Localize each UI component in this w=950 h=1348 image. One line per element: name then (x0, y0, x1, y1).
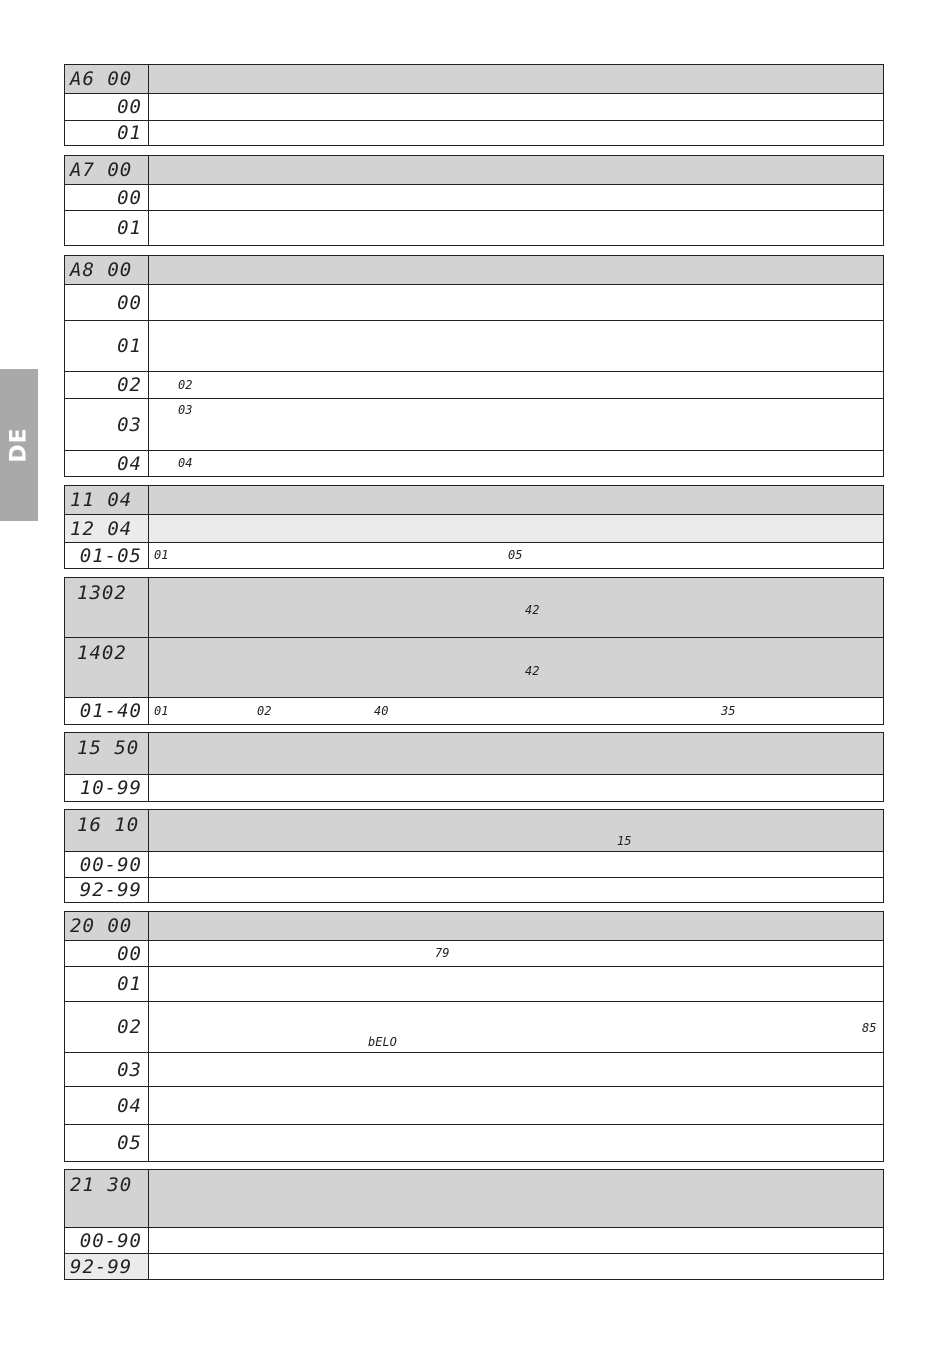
inline-value: 40 (374, 704, 389, 718)
option-description (149, 967, 883, 1001)
option-range: 92-99 (65, 878, 149, 902)
option-range: 10-99 (65, 775, 149, 801)
option-value: 01 (65, 121, 149, 145)
option-description (149, 852, 883, 877)
option-value: 01 (65, 211, 149, 245)
inline-value: 02 (178, 378, 193, 392)
option-row (65, 284, 883, 320)
option-range: 01-05 (65, 543, 149, 568)
param-description (149, 486, 883, 514)
inline-value: 85 (862, 1021, 877, 1035)
option-row (65, 93, 883, 120)
inline-value: 01 (154, 704, 169, 718)
option-description (149, 121, 883, 145)
option-row (65, 1001, 883, 1052)
param-header-row (65, 578, 883, 637)
param-block-21 (64, 1169, 884, 1280)
option-description (149, 185, 883, 210)
option-row (65, 1052, 883, 1086)
param-header-row (65, 1170, 883, 1227)
param-code: 21 30 (65, 1170, 149, 1227)
param-description (149, 810, 883, 851)
param-block-a7 (64, 155, 884, 246)
param-code: 1402 (65, 638, 149, 697)
inline-value: bELO (368, 1035, 397, 1049)
param-code: 20 00 (65, 912, 149, 940)
inline-value: 03 (178, 403, 193, 417)
param-code: A6 00 (65, 65, 149, 93)
option-row (65, 210, 883, 245)
param-code: A8 00 (65, 256, 149, 284)
option-value: 05 (65, 1125, 149, 1161)
inline-value: 01 (154, 548, 169, 562)
param-header-row (65, 810, 883, 851)
option-row (65, 398, 883, 450)
param-header-row (65, 637, 883, 697)
param-subheader-row (65, 514, 883, 542)
option-description (149, 1002, 883, 1052)
param-block-a6 (64, 64, 884, 146)
param-block-13-14 (64, 577, 884, 725)
option-description (149, 285, 883, 320)
inline-value: 42 (525, 664, 540, 678)
param-code: 11 04 (65, 486, 149, 514)
param-block-a8 (64, 255, 884, 477)
option-value: 03 (65, 1053, 149, 1086)
param-description (149, 578, 883, 637)
option-row (65, 774, 883, 801)
param-block-16 (64, 809, 884, 903)
option-description (149, 1228, 883, 1253)
inline-value: 35 (721, 704, 736, 718)
option-range: 00-90 (65, 852, 149, 877)
option-value: 00 (65, 285, 149, 320)
param-code: 15 50 (65, 733, 149, 774)
option-value: 02 (65, 1002, 149, 1052)
option-range: 00-90 (65, 1228, 149, 1253)
param-header-row (65, 156, 883, 184)
option-row (65, 450, 883, 476)
option-row (65, 851, 883, 877)
inline-value: 79 (435, 946, 450, 960)
option-row (65, 120, 883, 145)
param-description (149, 912, 883, 940)
param-description (149, 733, 883, 774)
param-description (149, 256, 883, 284)
option-description (149, 399, 883, 450)
option-row (65, 184, 883, 210)
language-tab[interactable] (0, 369, 38, 521)
option-row (65, 966, 883, 1001)
option-value: 00 (65, 185, 149, 210)
option-row (65, 1086, 883, 1124)
option-row (65, 320, 883, 371)
param-code: A7 00 (65, 156, 149, 184)
inline-value: 04 (178, 456, 193, 470)
option-row (65, 371, 883, 398)
option-value: 03 (65, 399, 149, 450)
param-description (149, 1170, 883, 1227)
option-description (149, 878, 883, 902)
option-value: 02 (65, 372, 149, 398)
option-description (149, 698, 883, 724)
param-header-row (65, 65, 883, 93)
option-value: 04 (65, 451, 149, 476)
param-description (149, 638, 883, 697)
param-header-row (65, 733, 883, 774)
option-description (149, 94, 883, 120)
option-row (65, 1124, 883, 1161)
option-row (65, 940, 883, 966)
option-description (149, 941, 883, 966)
param-description (149, 515, 883, 542)
param-code: 16 10 (65, 810, 149, 851)
option-value: 04 (65, 1087, 149, 1124)
option-row (65, 877, 883, 902)
inline-value: 02 (257, 704, 272, 718)
option-range: 92-99 (65, 1254, 149, 1279)
param-header-row (65, 486, 883, 514)
option-description (149, 775, 883, 801)
param-block-15 (64, 732, 884, 802)
option-row (65, 1227, 883, 1253)
language-tab-label: DE (6, 427, 32, 463)
inline-value: 42 (525, 603, 540, 617)
param-header-row (65, 256, 883, 284)
param-header-row (65, 912, 883, 940)
param-code: 1302 (65, 578, 149, 637)
option-value: 01 (65, 967, 149, 1001)
inline-value: 15 (617, 834, 632, 848)
option-description (149, 211, 883, 245)
option-row (65, 542, 883, 568)
param-description (149, 65, 883, 93)
inline-value: 05 (508, 548, 523, 562)
option-description (149, 451, 883, 476)
option-description (149, 1125, 883, 1161)
param-description (149, 156, 883, 184)
option-row (65, 1253, 883, 1279)
option-range: 01-40 (65, 698, 149, 724)
param-block-20 (64, 911, 884, 1162)
option-description (149, 321, 883, 371)
option-value: 00 (65, 94, 149, 120)
option-description (149, 1087, 883, 1124)
option-row (65, 697, 883, 724)
option-description (149, 1254, 883, 1279)
option-description (149, 543, 883, 568)
option-value: 01 (65, 321, 149, 371)
param-code: 12 04 (65, 515, 149, 542)
option-description (149, 1053, 883, 1086)
option-description (149, 372, 883, 398)
option-value: 00 (65, 941, 149, 966)
param-block-11-12 (64, 485, 884, 569)
